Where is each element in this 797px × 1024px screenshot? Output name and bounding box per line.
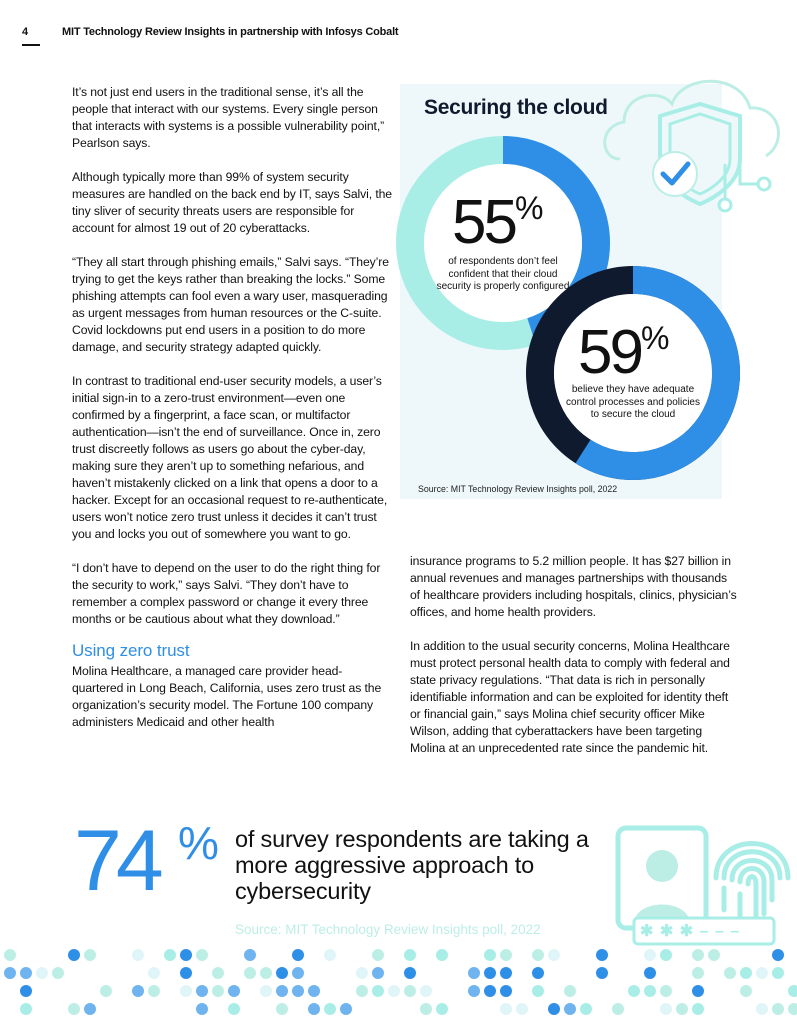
decor-dot — [564, 1003, 576, 1015]
stat2-percent: % — [640, 320, 670, 356]
right-column — [410, 553, 740, 774]
publication-title: MIT Technology Review Insights in partnership with Infosys Cobalt — [62, 26, 399, 38]
decor-dot — [228, 985, 240, 997]
decor-dot — [84, 1003, 96, 1015]
stat2-figure — [578, 318, 670, 387]
sidebar-title: Securing the cloud — [424, 96, 608, 119]
decor-dot — [532, 967, 544, 979]
stat1-figure — [452, 188, 544, 257]
decor-dot — [292, 967, 304, 979]
decor-dot — [692, 985, 704, 997]
decor-dot — [4, 949, 16, 961]
decor-dot — [148, 967, 160, 979]
decor-dot — [548, 949, 560, 961]
decor-dot — [196, 949, 208, 961]
decor-dot — [84, 949, 96, 961]
decor-dot — [148, 985, 160, 997]
decor-dot — [788, 1003, 797, 1015]
decor-dot — [692, 967, 704, 979]
decor-dot — [708, 949, 720, 961]
decor-dot — [740, 967, 752, 979]
callout-percent: % — [178, 817, 219, 869]
cloud-shield-icon — [590, 64, 797, 214]
stat1-caption: of respondents don’t feel confident that their cloud security is properly configured — [436, 256, 570, 292]
paragraph: In contrast to traditional end-user security models, a user’s initial sign-in to a zero-trust environment—even one confirmed by a fingerprint, a face scan, or multifactor authentication—isn’t the end of surveillance. Once in, zero trust discreetly follows as users go about the cyber-day, making sure they aren’t up to something nefarious, and haven’t mistakenly clicked on a link that opens a door to a hacker. Except for an occasional request to re-authenticate, users won’t notice zero trust unless it decides it can’t trust you and locks you out of somewhere you want to go. — [72, 374, 388, 541]
stat2-caption: believe they have adequate control processes and policies to secure the cloud — [566, 384, 700, 420]
decor-dot — [644, 985, 656, 997]
decor-dot — [644, 949, 656, 961]
header-rule — [22, 44, 40, 46]
page-number: 4 — [22, 26, 29, 38]
decor-dot — [468, 985, 480, 997]
decor-dot — [212, 985, 224, 997]
decor-dot — [356, 985, 368, 997]
decor-dot — [292, 949, 304, 961]
decor-dot — [276, 1003, 288, 1015]
decor-dot — [468, 967, 480, 979]
decor-dot — [132, 949, 144, 961]
decor-dot — [244, 967, 256, 979]
decor-dot — [756, 1003, 768, 1015]
decor-dot — [580, 1003, 592, 1015]
decor-dot — [772, 1003, 784, 1015]
decor-dot — [36, 967, 48, 979]
decor-dot — [196, 1003, 208, 1015]
decor-dot — [20, 985, 32, 997]
decor-dot — [596, 949, 608, 961]
decor-dot — [628, 985, 640, 997]
decor-dot — [180, 967, 192, 979]
decor-dot — [372, 967, 384, 979]
stat2-number: 59 — [578, 318, 641, 387]
decor-dot — [244, 949, 256, 961]
decor-dot — [260, 967, 272, 979]
decor-dot — [68, 1003, 80, 1015]
decor-dot — [724, 967, 736, 979]
decor-dot — [276, 967, 288, 979]
decor-dot — [484, 949, 496, 961]
section-subhead: Using zero trust — [72, 641, 190, 660]
paragraph: In addition to the usual security concerns, Molina Healthcare must protect personal health data to comply with federal and state privacy regulations. “That data is rich in personally identifiable information and can be exploited for identity theft or financial gain,” says Molina chief security officer Mike Wilson, adding that cyberattackers have been targeting Molina at an unprecedented rate since the pandemic hit. — [410, 639, 730, 755]
decor-dot — [500, 949, 512, 961]
decor-dot — [404, 967, 416, 979]
decor-dot — [596, 967, 608, 979]
paragraph: “They all start through phishing emails,” Salvi says. “They’re trying to get the keys rather than breaking the locks.” Some phishing attempts can fool even a wary user, masquerading as urgent messages from human resources or the C-suite. Covid lockdowns put end users in a position to do more damage, and security strategy adapted quickly. — [72, 255, 389, 354]
decor-dot — [500, 967, 512, 979]
decor-dot — [324, 949, 336, 961]
decor-dot — [260, 985, 272, 997]
decor-dot — [484, 967, 496, 979]
decor-dot — [180, 985, 192, 997]
decor-dot — [324, 1003, 336, 1015]
decor-dot — [356, 967, 368, 979]
decor-dot — [692, 949, 704, 961]
decor-dot — [52, 967, 64, 979]
decor-dot — [372, 949, 384, 961]
decor-dot — [548, 1003, 560, 1015]
decor-dot — [292, 985, 304, 997]
decor-dot — [612, 1003, 624, 1015]
decor-dot — [20, 967, 32, 979]
decor-dot — [644, 967, 656, 979]
decor-dot — [532, 949, 544, 961]
decor-dot — [164, 949, 176, 961]
decor-dot — [20, 1003, 32, 1015]
decor-dot — [660, 1003, 672, 1015]
dot-pattern — [0, 945, 797, 1024]
decor-dot — [68, 949, 80, 961]
stat1-number: 55 — [452, 188, 515, 257]
decor-dot — [756, 967, 768, 979]
password-mask: ✱ ✱ ✱ – – – — [640, 923, 741, 940]
decor-dot — [180, 949, 192, 961]
decor-dot — [420, 1003, 432, 1015]
decor-dot — [4, 967, 16, 979]
decor-dot — [372, 985, 384, 997]
paragraph: Molina Healthcare, a managed care provider head-quartered in Long Beach, California, uses zero trust as the organization’s security model. The Fortune 100 company administers Medicaid and other health — [72, 664, 382, 729]
decor-dot — [660, 949, 672, 961]
decor-dot — [132, 985, 144, 997]
decor-dot — [772, 949, 784, 961]
decor-dot — [436, 1003, 448, 1015]
callout-text: of survey respondents are taking a more aggressive approach to cybersecurity — [235, 826, 589, 904]
decor-dot — [500, 985, 512, 997]
sidebar-source: Source: MIT Technology Review Insights poll, 2022 — [418, 484, 618, 494]
decor-dot — [404, 949, 416, 961]
decor-dot — [100, 985, 112, 997]
decor-dot — [532, 985, 544, 997]
stat1-percent: % — [514, 190, 544, 226]
decor-dot — [660, 985, 672, 997]
decor-dot — [740, 985, 752, 997]
decor-dot — [308, 1003, 320, 1015]
paragraph: It’s not just end users in the traditional sense, it’s all the people that interact with our systems. Every single person that interacts with systems is a possible vulnerability point,” Pearlson says. — [72, 85, 385, 150]
callout-number: 74 — [74, 813, 158, 909]
decor-dot — [340, 1003, 352, 1015]
decor-dot — [404, 985, 416, 997]
callout-source: Source: MIT Technology Review Insights poll, 2022 — [235, 922, 541, 937]
decor-dot — [212, 967, 224, 979]
decor-dot — [516, 1003, 528, 1015]
decor-dot — [484, 985, 496, 997]
decor-dot — [436, 949, 448, 961]
paragraph: Although typically more than 99% of system security measures are handled on the back end by IT, says Salvi, the tiny sliver of security threats users are responsible for account for almost 19 out of 20 cyberattacks. — [72, 170, 392, 235]
decor-dot — [228, 1003, 240, 1015]
decor-dot — [276, 985, 288, 997]
decor-dot — [196, 985, 208, 997]
decor-dot — [692, 1003, 704, 1015]
paragraph: “I don’t have to depend on the user to do the right thing for the security to work,” says Salvi. “They don’t have to remember a complex password or change it every three months or be cautious about what they download.” — [72, 561, 381, 626]
decor-dot — [308, 985, 320, 997]
decor-dot — [676, 1003, 688, 1015]
decor-dot — [788, 985, 797, 997]
decor-dot — [388, 985, 400, 997]
decor-dot — [500, 1003, 512, 1015]
decor-dot — [772, 967, 784, 979]
decor-dot — [420, 985, 432, 997]
decor-dot — [564, 985, 576, 997]
paragraph: insurance programs to 5.2 million people. It has $27 billion in annual revenues and manages partnerships with thousands of healthcare providers including hospitals, clinics, physician’s offices, and home health providers. — [410, 554, 737, 619]
left-column — [72, 84, 392, 731]
